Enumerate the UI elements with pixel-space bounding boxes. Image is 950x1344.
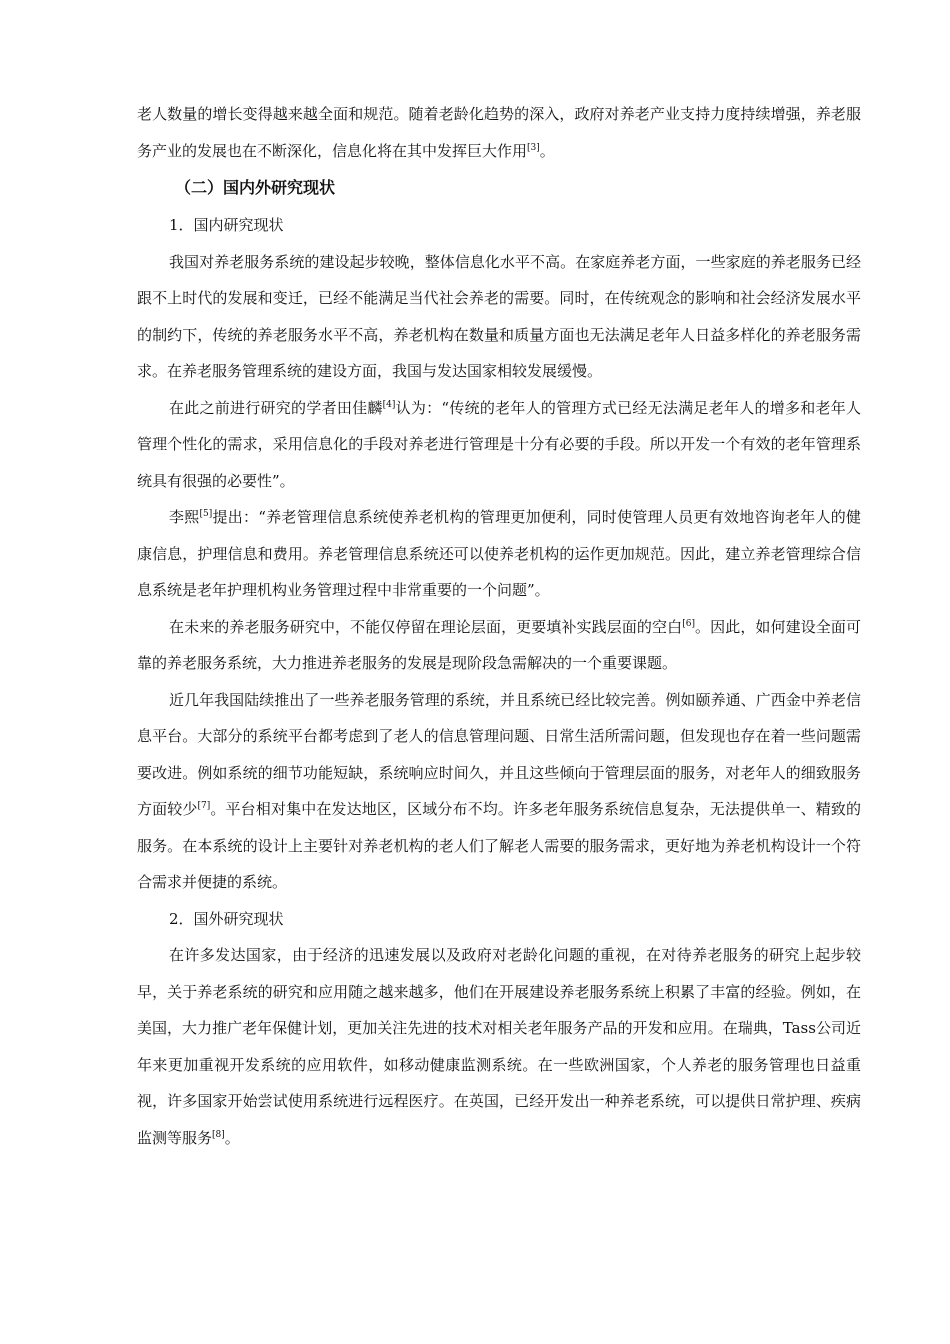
document-page bbox=[137, 96, 861, 1156]
citation-mark: [6] bbox=[682, 618, 695, 629]
citation-mark: [5] bbox=[199, 509, 213, 519]
text-run: 李熙 bbox=[169, 508, 200, 526]
text-run: 。 bbox=[224, 1128, 240, 1147]
text-run: 在未来的养老服务研究中，不能仅停留在理论层面，更要填补实践层面的空白 bbox=[169, 617, 683, 636]
body-paragraph bbox=[137, 244, 861, 390]
subsection-heading bbox=[137, 207, 861, 244]
subsection-heading bbox=[137, 901, 861, 938]
text-run: 我国对养老服务系统的建设起步较晚，整体信息化水平不高。在家庭养老方面，一些家庭的养老服务已经跟不上时代的发展和变迁，已经不能满足当代社会养老的需要。同时，在传统观念的影响和社会经济发展水平的制约下，传统的养老服务水平不高，养老机构在数量和质量方面也无法满足老年人日益多样化的养老服务需求。在养老服务管理系统的建设方面，我国与发达国家相较发展缓慢。 bbox=[137, 252, 861, 380]
citation-mark: [8] bbox=[212, 1129, 225, 1140]
text-run: 认为：“传统的老年人的管理方式已经无法满足老年人的增多和老年人管理个性化的需求，采用信息化的手段对养老进行管理是十分有必要的手段。所以开发一个有效的老年管理系统具有很强的必要性”。 bbox=[137, 398, 861, 490]
body-paragraph bbox=[137, 937, 861, 1156]
text-run: 。平台相对集中在发达地区，区域分布不均。许多老年服务系统信息复杂，无法提供单一、精致的服务。在本系统的设计上主要针对养老机构的老人们了解老人需要的服务需求，更好地为养老机构设计一个符合需求并便捷的系统。 bbox=[137, 800, 861, 891]
body-paragraph bbox=[137, 96, 861, 169]
citation-mark: [3] bbox=[527, 142, 540, 153]
text-run: 。因此，如何建设全面可靠的养老服务系统，大力推进养老服务的发展是现阶段急需解决的一个重要课题。 bbox=[137, 617, 861, 672]
text-run: （二）国内外研究现状 bbox=[175, 178, 336, 197]
body-paragraph bbox=[137, 609, 861, 682]
citation-mark: [7] bbox=[197, 801, 211, 811]
body-paragraph bbox=[137, 390, 861, 500]
text-run: 。 bbox=[539, 141, 555, 160]
text-run: 提出：“养老管理信息系统使养老机构的管理更加便利，同时使管理人员更有效地咨询老年人的健康信息，护理信息和费用。养老管理信息系统还可以使养老机构的运作更加规范。因此，建立养老管理综合信息系统是老年护理机构业务管理过程中非常重要的一个问题”。 bbox=[137, 508, 861, 599]
text-run: 在许多发达国家，由于经济的迅速发展以及政府对老龄化问题的重视，在对待养老服务的研究上起步较早，关于养老系统的研究和应用随之越来越多，他们在开展建设养老服务系统上积累了丰富的经验。例如，在美国，大力推广老年保健计划，更加关注先进的技术对相关老年服务产品的开发和应用。在瑞典，Tass公司近年来更加重视开发系统的应用软件，如移动健康监测系统。在一些欧洲国家，个人养老的服务管理也日益重视，许多国家开始尝试使用系统进行远程医疗。在英国，已经开发出一种养老系统，可以提供日常护理、疾病监测等服务 bbox=[137, 946, 861, 1147]
text-run: 老人数量的增长变得越来越全面和规范。随着老龄化趋势的深入，政府对养老产业支持力度持续增强，养老服务产业的发展也在不断深化，信息化将在其中发挥巨大作用 bbox=[137, 105, 861, 160]
body-paragraph bbox=[137, 682, 861, 901]
body-paragraph bbox=[137, 499, 861, 609]
text-run: 在此之前进行研究的学者田佳麟 bbox=[169, 398, 383, 417]
citation-mark: [4] bbox=[382, 399, 396, 410]
text-run: 1．国内研究现状 bbox=[169, 216, 284, 234]
section-heading bbox=[137, 169, 861, 207]
text-run: 2．国外研究现状 bbox=[169, 909, 284, 928]
text-run: 近几年我国陆续推出了一些养老服务管理的系统，并且系统已经比较完善。例如颐养通、广西金中养老信息平台。大部分的系统平台都考虑到了老人的信息管理问题、日常生活所需问题，但发现也存在着一些问题需要改进。例如系统的细节功能短缺，系统响应时间久，并且这些倾向于管理层面的服务，对老年人的细致服务方面较少 bbox=[137, 690, 861, 818]
